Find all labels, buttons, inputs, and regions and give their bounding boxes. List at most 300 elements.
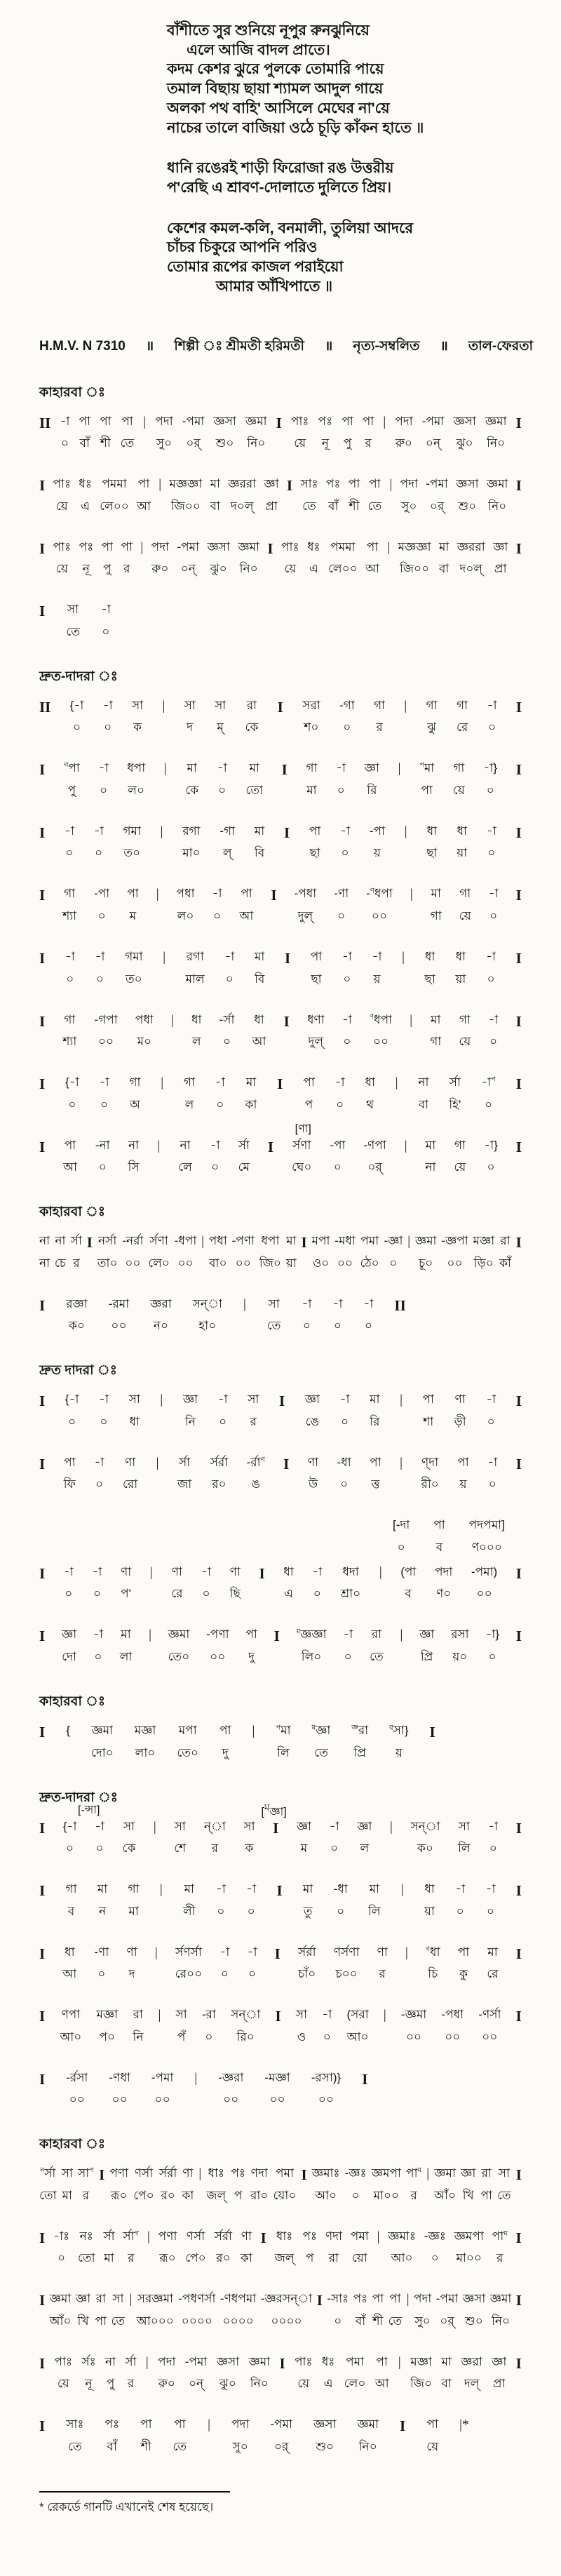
- notation-cell: [62, 2166, 73, 2206]
- note: -াঃ: [53, 2229, 70, 2243]
- notation-cell: [101, 603, 111, 643]
- syllable: প্রা: [265, 499, 278, 513]
- note: ধা: [254, 1012, 264, 1026]
- notation-cell: [486, 1393, 496, 1433]
- bar-line: [39, 1456, 45, 1493]
- syllable: শী: [100, 436, 111, 450]
- notation-line: [39, 1013, 522, 1053]
- syllable: বাঁ: [107, 2440, 117, 2454]
- notation-cell: [174, 1820, 186, 1860]
- bar-line: [516, 824, 522, 861]
- note: I: [515, 761, 522, 779]
- notation-cell: [300, 477, 318, 517]
- notation-cell: [283, 1565, 293, 1605]
- note: পা: [372, 2292, 384, 2306]
- notation-cell: [202, 2008, 216, 2048]
- notation-cell: [204, 1820, 226, 1860]
- syllable: হি': [449, 1097, 461, 1111]
- note: $^র$সা}: [389, 1724, 409, 1738]
- note: {-া: [65, 1393, 79, 1407]
- syllable: ০০০০: [181, 2314, 212, 2328]
- syllable: চ০০: [335, 1967, 358, 1981]
- note: পদা: [158, 2354, 176, 2368]
- notation-cell: [489, 887, 499, 927]
- note: জ্ঞমা: [357, 2417, 379, 2431]
- notation-cell: [123, 2229, 139, 2269]
- note: সা: [295, 2008, 308, 2022]
- bar-line: [243, 1297, 246, 1333]
- note: -র্রসা: [66, 2070, 88, 2084]
- bar-line: [516, 540, 522, 577]
- bar-line: [39, 1565, 45, 1602]
- note: ধণা: [306, 1012, 325, 1026]
- syllable: লে০০: [100, 499, 129, 513]
- syllable: ০: [98, 1160, 107, 1174]
- measure-annotation-line: [393, 1518, 522, 1558]
- syllable: ০: [100, 1097, 109, 1111]
- syllable: র: [123, 562, 130, 576]
- notation-cell: [176, 2008, 187, 2048]
- notation-cell: [327, 2292, 349, 2332]
- notation-cell: [424, 2229, 446, 2269]
- note: জ্ঞমপা: [371, 2166, 401, 2180]
- notation-cell: [121, 540, 133, 580]
- syllable: ০: [93, 1587, 101, 1601]
- notation-cell: [374, 699, 385, 739]
- syllable: এ: [283, 1587, 293, 1601]
- syllable: ০: [95, 1477, 104, 1491]
- syllable: বি: [254, 972, 265, 986]
- bar-line: [401, 1882, 404, 1918]
- note: I: [39, 2008, 46, 2025]
- note: -পমা: [151, 2070, 174, 2084]
- bar-line: [252, 1724, 255, 1759]
- bar-line: [426, 2166, 429, 2202]
- note: গা: [374, 698, 386, 712]
- syllable: প: [305, 2251, 314, 2265]
- notation-cell: [309, 824, 320, 864]
- syllable: লা০: [135, 1745, 156, 1759]
- syllable: দু: [222, 1745, 229, 1759]
- syllable: ০: [97, 1967, 106, 1981]
- notation-cell: [334, 887, 349, 927]
- note: পঃ: [353, 2292, 368, 2306]
- notation-line: [39, 1122, 522, 1179]
- note: ধা: [424, 950, 435, 963]
- bar-line: [383, 415, 386, 450]
- bar-line: [274, 1628, 280, 1665]
- note: গা: [459, 1012, 471, 1026]
- bar-line: [284, 1013, 290, 1050]
- notation-cell: [109, 2166, 128, 2206]
- notation-cell: [102, 540, 113, 580]
- bar-line: [516, 415, 522, 452]
- syllable: ০: [487, 846, 496, 860]
- notation-cell: [104, 2417, 119, 2457]
- note: পাঃ: [54, 2354, 73, 2368]
- note: পা: [457, 1945, 470, 1959]
- note: |: [159, 1882, 163, 1898]
- syllable: ০: [337, 783, 345, 797]
- bar-line: [407, 1234, 410, 1270]
- note: -া: [94, 1455, 104, 1469]
- syllable: পু: [343, 436, 352, 450]
- notation-line: [39, 2166, 522, 2206]
- note: -া: [312, 1564, 323, 1578]
- bar-line: [400, 1393, 403, 1428]
- syllable: নূ: [82, 562, 90, 576]
- note: মা: [249, 761, 259, 775]
- syllable: রু০: [151, 562, 169, 576]
- syllable: রি: [367, 783, 377, 797]
- notation-cell: [55, 1234, 66, 1274]
- note: পা: [310, 950, 323, 963]
- bar-line: [39, 1724, 45, 1761]
- bar-line: [516, 950, 522, 987]
- note: |: [398, 761, 401, 777]
- syllable: ০০০০: [222, 2314, 254, 2328]
- note: -গপা: [94, 1012, 118, 1026]
- note: ধা: [426, 824, 438, 838]
- syllable: য়া: [455, 972, 466, 986]
- bar-line: [284, 824, 290, 861]
- syllable: র: [211, 1842, 218, 1856]
- notation-cell: [151, 540, 169, 580]
- bar-line: [39, 415, 50, 452]
- syllable: মা: [62, 2188, 72, 2202]
- note: ধপা: [127, 761, 146, 775]
- syllable: শ্যা: [62, 909, 77, 923]
- notation-cell: [365, 761, 379, 801]
- syllable: খি: [77, 2314, 89, 2328]
- bar-line: [287, 477, 292, 514]
- syllable: ক: [245, 1842, 254, 1856]
- note: -া: [487, 698, 497, 712]
- bar-line: [259, 1565, 264, 1602]
- bar-line: [387, 540, 390, 576]
- bar-line: [379, 1565, 382, 1601]
- bar-line: [271, 887, 276, 924]
- notation-cell: [109, 2071, 130, 2111]
- note: মা: [431, 1012, 441, 1026]
- syllable: ঝু০: [210, 562, 227, 576]
- bar-line: [268, 1139, 273, 1176]
- section-label: দ্রুত দাদরা ঃ: [39, 1363, 117, 1378]
- syllable: ০: [337, 909, 346, 923]
- note: I: [271, 887, 277, 904]
- syllable: রা০: [250, 2188, 269, 2202]
- note: মা: [369, 1882, 379, 1896]
- note: পমা: [275, 2166, 294, 2180]
- bar-line: [39, 477, 45, 514]
- syllable: লে০: [148, 1256, 170, 1270]
- note: ধদা: [342, 1564, 359, 1578]
- note: I: [274, 1945, 280, 1962]
- note: I: [39, 1296, 46, 1314]
- note: পাঃ: [53, 539, 72, 554]
- syllable: ০: [487, 1160, 495, 1174]
- bar-line: [198, 2166, 201, 2202]
- syllable: ০: [488, 1650, 496, 1664]
- notation-cell: [247, 1456, 265, 1496]
- notation-cell: [150, 1297, 172, 1337]
- syllable: মা: [306, 783, 317, 797]
- note: জ্ঞমা: [245, 414, 267, 428]
- syllable: চূ০: [419, 1256, 433, 1270]
- syllable: র: [127, 2377, 135, 2391]
- syllable: মা০০: [456, 2251, 482, 2265]
- note: জ্ঞা: [296, 1819, 312, 1833]
- syllable: পে০: [185, 2251, 206, 2265]
- notation-cell: [182, 415, 205, 455]
- notation-cell: [39, 1234, 50, 1274]
- notation-cell: [334, 1234, 356, 1274]
- notation-cell: [216, 1882, 226, 1922]
- note: পাঃ: [294, 2354, 313, 2368]
- notation-line: [39, 950, 522, 990]
- syllable: ০: [364, 1319, 372, 1333]
- note: |: [154, 1945, 158, 1960]
- note: -া: [342, 1012, 352, 1026]
- notation-cell: [341, 1565, 360, 1605]
- notation-cell: [347, 2008, 369, 2048]
- bar-line: [149, 1628, 151, 1663]
- poem-line: নাচের তালে বাজিয়া ওঠে চূড়ি কাঁকন হাতে ॥: [167, 119, 424, 136]
- syllable: ত০: [125, 972, 142, 986]
- syllable: ০: [337, 1904, 345, 1918]
- note: পদা: [155, 414, 173, 428]
- notation-cell: [377, 1945, 388, 1985]
- section-label: দ্রুত-দাদরা ঃ: [39, 1790, 118, 1805]
- notation-cell: [261, 2292, 313, 2332]
- notation-cell: [410, 1820, 440, 1860]
- syllable: য়ে: [55, 562, 68, 576]
- note: $^ন$র্সা: [40, 2166, 56, 2180]
- note: -া: [93, 1628, 103, 1642]
- note: র্সা: [238, 1138, 250, 1152]
- syllable: ০ন্: [188, 2377, 204, 2391]
- syllable: ০: [489, 1035, 498, 1049]
- notation-cell: [135, 1724, 156, 1764]
- notation-line: [39, 1456, 522, 1496]
- note: |: [406, 2292, 410, 2307]
- notation-cell: [191, 1013, 201, 1053]
- syllable: জল্: [274, 2251, 295, 2265]
- notation-cell: [270, 2417, 292, 2457]
- note: ণা: [120, 1564, 132, 1578]
- syllable: ০ন্: [180, 562, 196, 576]
- notation-cell: [103, 2229, 114, 2269]
- notation-cell: [488, 1820, 498, 1860]
- note: না: [180, 1138, 191, 1152]
- note: I: [39, 1455, 46, 1473]
- syllable: ছা: [309, 846, 320, 860]
- bar-line: [516, 1234, 522, 1271]
- note: -া: [99, 1393, 109, 1407]
- bar-line: [39, 1075, 45, 1113]
- syllable: প০: [99, 2030, 116, 2044]
- note: ধা: [283, 1564, 294, 1578]
- bar-line: [39, 1820, 45, 1857]
- note: ধঃ: [306, 539, 320, 554]
- note: রা: [246, 698, 257, 712]
- note: I: [515, 539, 522, 557]
- bar-line: [516, 2292, 522, 2329]
- note: I: [276, 414, 282, 431]
- notation-cell: [457, 699, 468, 739]
- syllable: হা০: [198, 1319, 217, 1333]
- syllable: চি: [428, 1967, 438, 1981]
- note: -না: [95, 1138, 110, 1152]
- bar-line: [39, 950, 45, 987]
- syllable: তে: [120, 436, 135, 450]
- notation-cell: [351, 2229, 369, 2269]
- note: I: [39, 2292, 46, 2309]
- syllable: নি: [184, 1414, 196, 1428]
- syllable: ০: [333, 1319, 342, 1333]
- notation-cell: [94, 887, 109, 927]
- syllable: কে: [185, 783, 199, 797]
- note: সা$^প$: [77, 2166, 94, 2180]
- note: মা: [254, 950, 265, 963]
- note: পা$^ম$: [406, 2166, 422, 2180]
- syllable: ঝু০: [219, 2377, 236, 2391]
- syllable: তে: [67, 2440, 82, 2454]
- syllable: ০: [485, 1097, 493, 1111]
- notation-cell: [421, 1456, 438, 1496]
- notation-cell: [178, 1139, 192, 1179]
- bar-line: [285, 950, 290, 987]
- notation-cell: [311, 2071, 342, 2111]
- syllable: পঁ: [177, 2030, 186, 2044]
- poem-line: চাঁচর চিকুরে আপনি পরিও: [167, 239, 318, 256]
- note: র্সা: [70, 1234, 82, 1248]
- note: -পমা: [184, 2354, 208, 2368]
- bar-line: [164, 761, 167, 797]
- notation-cell: [312, 1565, 322, 1605]
- note: -জ্ঞঃ: [424, 2229, 446, 2243]
- notation-cell: [335, 1075, 345, 1115]
- syllable: দো০: [90, 1745, 114, 1759]
- note: {-া: [65, 1075, 79, 1089]
- notation-cell: [121, 415, 135, 455]
- syllable: তে: [388, 2314, 403, 2328]
- note: মপা: [178, 1724, 197, 1738]
- syllable: ০: [489, 909, 498, 923]
- syllable: ০: [104, 720, 112, 734]
- notation-cell: [363, 415, 374, 455]
- note: |: [405, 1945, 408, 1960]
- notation-cell: [210, 1456, 229, 1496]
- note: পঃ: [79, 539, 94, 554]
- notation-cell: [322, 2008, 332, 2048]
- note: |: [160, 824, 163, 839]
- bar-line: [39, 603, 45, 640]
- bar-line: [516, 761, 522, 798]
- note: -া: [215, 1075, 225, 1089]
- syllable: ০০: [337, 1256, 353, 1270]
- note: ণা: [454, 1393, 466, 1407]
- syllable: ০০: [125, 1256, 141, 1270]
- note: |: [389, 477, 393, 492]
- notation-cell: [368, 1882, 381, 1922]
- note: গা: [129, 1075, 141, 1089]
- syllable: শা: [423, 1414, 434, 1428]
- bar-line: [275, 1945, 280, 1983]
- notation-cell: [175, 1945, 202, 1985]
- syllable: দুল্: [297, 909, 313, 923]
- note: I: [267, 539, 273, 557]
- note: সা: [243, 1819, 255, 1833]
- note: -া: [339, 1393, 350, 1407]
- syllable: শী: [349, 499, 360, 513]
- syllable: আ: [365, 562, 379, 576]
- syllable: লী: [183, 1904, 196, 1918]
- note: |: [400, 1393, 403, 1408]
- note: -া: [60, 414, 70, 428]
- bar-line: [404, 699, 407, 734]
- notation-cell: [295, 2355, 313, 2395]
- note: -া: [212, 887, 222, 901]
- note: না: [418, 1075, 429, 1089]
- syllable: ০০: [98, 1035, 114, 1049]
- syllable: ল্: [222, 846, 232, 860]
- notation-cell: [231, 2008, 260, 2048]
- note: I: [39, 1945, 46, 1962]
- note: র্সা: [103, 2229, 115, 2243]
- note: |: [149, 1628, 151, 1643]
- syllable: ০: [340, 1477, 349, 1491]
- syllable: ০: [334, 2314, 342, 2328]
- notation-cell: [129, 1393, 140, 1433]
- syllable: র: [128, 2251, 135, 2265]
- notation-cell: [100, 1075, 109, 1115]
- bar-line: [171, 1013, 174, 1049]
- note: -পা: [369, 824, 385, 838]
- notation-line: [39, 540, 522, 580]
- syllable: এ: [323, 2377, 333, 2391]
- note: I: [301, 1234, 307, 1252]
- bar-line: [276, 415, 282, 452]
- note: সা: [174, 1819, 186, 1833]
- note: |: [404, 1138, 407, 1153]
- note: মা: [370, 1393, 380, 1407]
- syllable: ক০: [68, 1319, 85, 1333]
- syllable: শু০: [458, 499, 477, 513]
- syllable: ০: [66, 1842, 74, 1856]
- syllable: ০: [456, 1904, 464, 1918]
- note: পা: [389, 2292, 401, 2306]
- notation-cell: [182, 2166, 194, 2206]
- notation-cell: [340, 824, 350, 864]
- syllable: ত০: [123, 846, 141, 860]
- note: $^ণ$ধপা: [370, 1012, 393, 1026]
- notation-cell: [436, 2292, 459, 2332]
- notation-cell: [65, 1882, 76, 1922]
- footnote-text: * রেকর্ডে গানটি এখানেই শেষ হয়েছে।: [39, 2500, 214, 2514]
- syllable: ০০: [476, 1587, 492, 1601]
- note: ণপা: [61, 2008, 81, 2022]
- note: I: [279, 2354, 285, 2372]
- note: জ্ঞমা: [91, 1724, 114, 1738]
- syllable: নি০: [247, 436, 266, 450]
- syllable: জা: [177, 1477, 192, 1491]
- syllable: আ: [63, 1160, 77, 1174]
- note: |: [389, 1819, 393, 1834]
- syllable: ০০: [210, 1650, 226, 1664]
- syllable: বা: [438, 562, 450, 576]
- notation-cell: [78, 2229, 95, 2269]
